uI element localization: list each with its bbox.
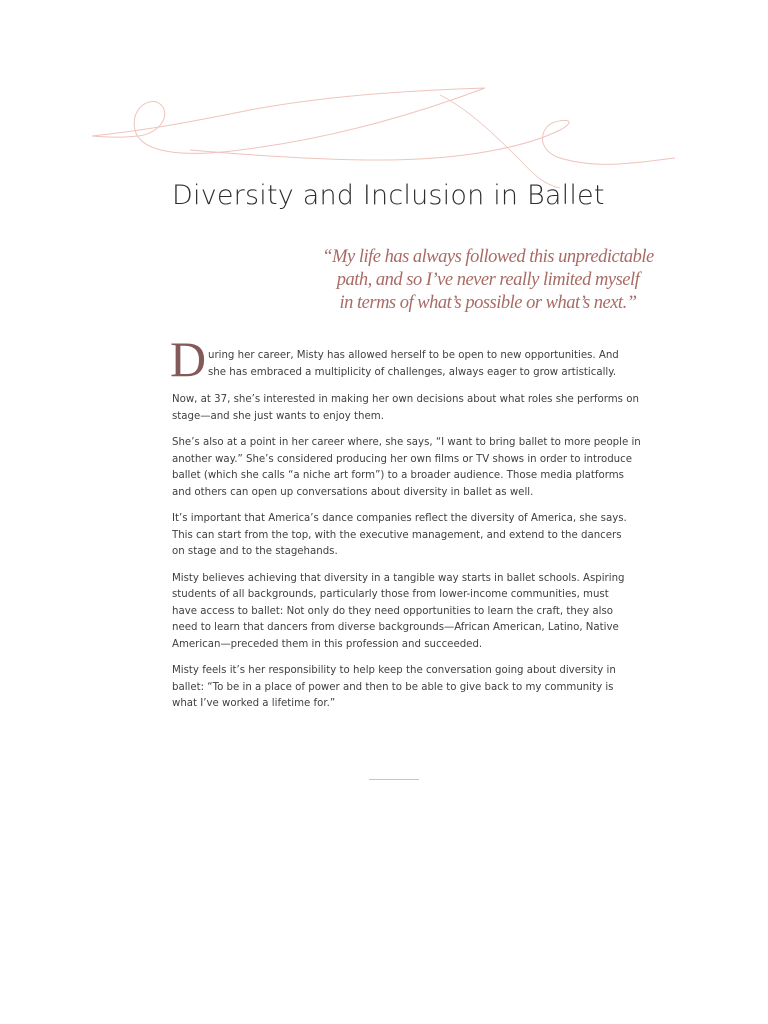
page-title: Diversity and Inclusion in Ballet bbox=[172, 180, 605, 211]
paragraph bbox=[172, 435, 642, 501]
paragraph-line: and others can open up conversations about diversity in ballet as well. bbox=[172, 486, 534, 498]
paragraph-line: another way.” She’s considered producing her own films or TV shows in order to introduce bbox=[172, 453, 632, 465]
pull-quote bbox=[300, 246, 676, 315]
paragraph-line: on stage and to the stagehands. bbox=[172, 546, 338, 557]
lead-paragraph bbox=[170, 331, 642, 387]
paragraph-line: stage—and she just wants to enjoy them. bbox=[172, 410, 384, 422]
paragraph-line: American—preceded them in this profession and succeeded. bbox=[172, 638, 483, 650]
paragraph-line: It’s important that America’s dance companies reflect the diversity of America, she says. bbox=[172, 513, 627, 524]
paragraph-line: Misty believes achieving that diversity in a tangible way starts in ballet schools. Aspiring bbox=[172, 572, 625, 584]
paragraph-line: Misty feels it’s her responsibility to help keep the conversation going about diversity in bbox=[172, 665, 616, 676]
paragraph bbox=[172, 392, 642, 425]
pull-quote-line: path, and so I’ve never really limited myself bbox=[336, 270, 640, 290]
paragraph-line: She’s also at a point in her career where, she says, “I want to bring ballet to more people in bbox=[172, 437, 641, 448]
paragraph bbox=[172, 571, 642, 654]
paragraph bbox=[172, 511, 642, 561]
paragraph bbox=[172, 663, 642, 713]
article-body bbox=[170, 331, 642, 723]
paragraph-line: ballet: “To be in a place of power and then to be able to give back to my community is bbox=[172, 681, 614, 693]
paragraph-line: uring her career, Misty has allowed herself to be open to new opportunities. And bbox=[208, 350, 619, 361]
paragraph-line: she has embraced a multiplicity of challenges, always eager to grow artistically. bbox=[208, 366, 617, 378]
paragraph-line: have access to ballet: Not only do they need opportunities to learn the craft, they also bbox=[172, 605, 614, 617]
paragraph-line: what I’ve worked a lifetime for.” bbox=[172, 698, 336, 709]
paragraph-line: students of all backgrounds, particularly those from lower-income communities, must bbox=[172, 589, 609, 600]
drop-cap: D bbox=[170, 331, 207, 387]
pull-quote-line: “My life has always followed this unpredictable bbox=[322, 247, 654, 267]
paragraph-line: Now, at 37, she’s interested in making her own decisions about what roles she performs on bbox=[172, 394, 639, 405]
paragraph-line: need to learn that dancers from diverse backgrounds—African American, Latino, Native bbox=[172, 622, 619, 633]
pull-quote-line: in terms of what’s possible or what’s next.” bbox=[339, 293, 637, 313]
paragraph-line: ballet (which she calls “a niche art form”) to a broader audience. Those media platforms bbox=[172, 470, 624, 481]
paragraph-line: This can start from the top, with the executive management, and extend to the dancers bbox=[172, 529, 622, 541]
divider-rule-icon bbox=[369, 779, 419, 780]
